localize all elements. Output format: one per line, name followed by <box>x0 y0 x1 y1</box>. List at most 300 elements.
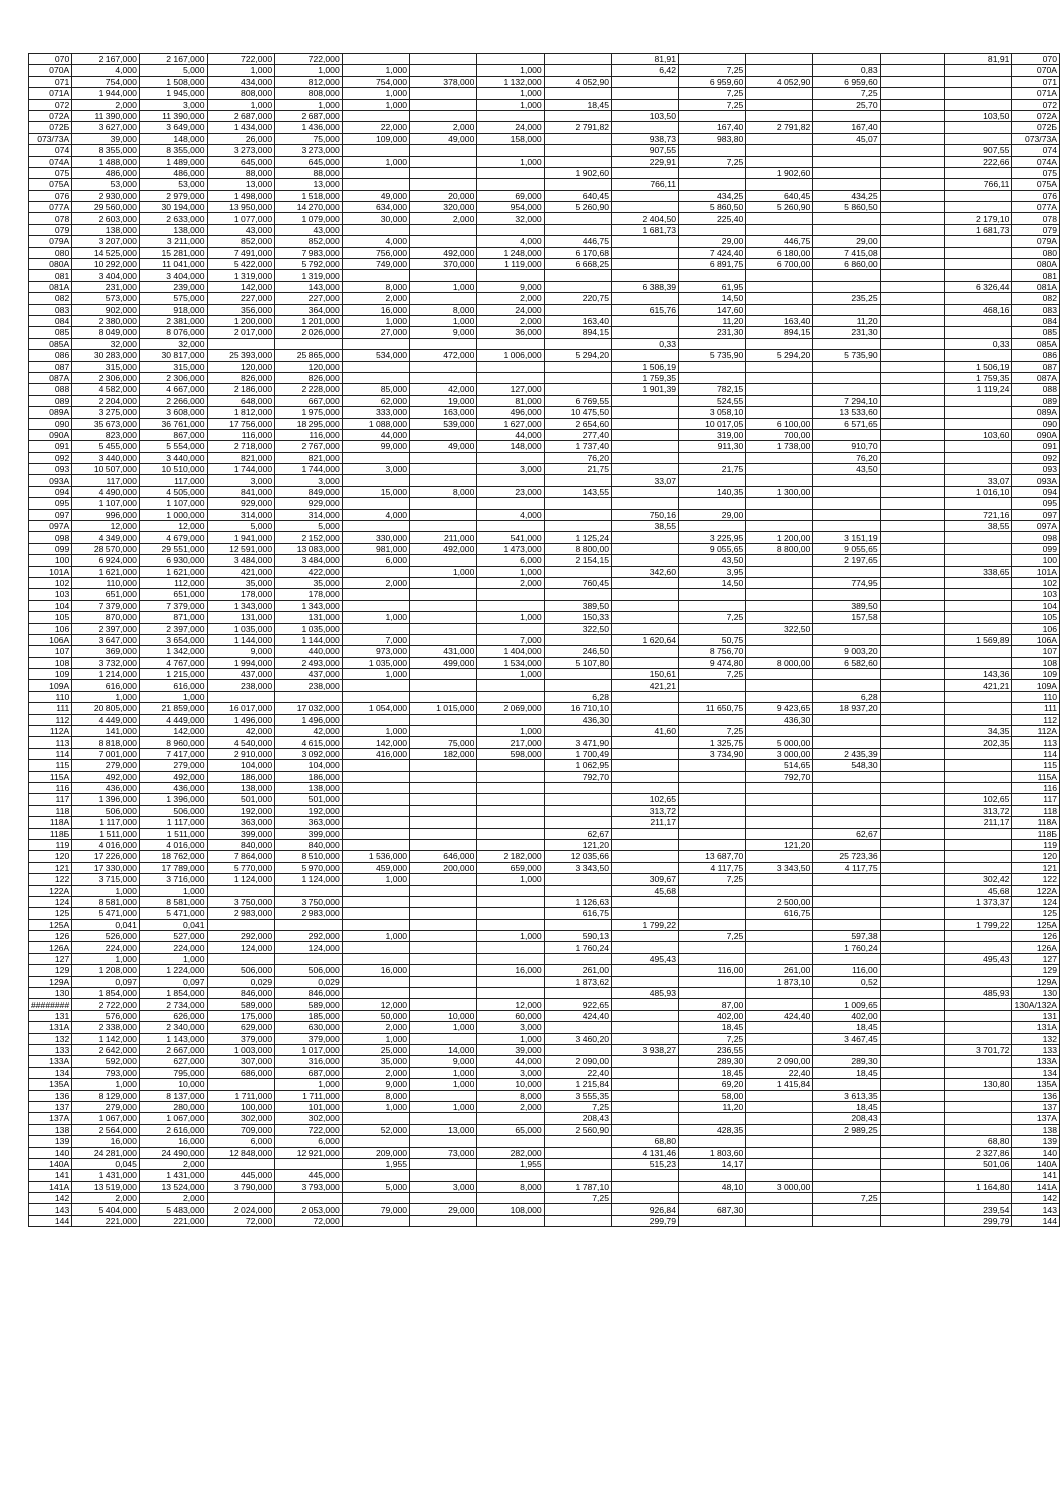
value-cell: 116,000 <box>275 429 343 440</box>
value-cell: 2,000 <box>139 1193 207 1204</box>
value-cell: 616,75 <box>544 908 611 919</box>
value-cell <box>746 953 813 964</box>
value-cell: 1,000 <box>72 953 140 964</box>
value-cell <box>746 1136 813 1147</box>
table-row <box>29 167 1060 178</box>
value-cell: 2 228,000 <box>275 384 343 395</box>
value-cell: 11 650,75 <box>679 703 746 714</box>
value-cell: 1 873,10 <box>746 976 813 987</box>
value-cell: 10,000 <box>477 1079 544 1090</box>
value-cell: 756,000 <box>342 247 409 258</box>
value-cell: 5 860,50 <box>679 202 746 213</box>
value-cell <box>679 623 746 634</box>
value-cell <box>813 1158 880 1169</box>
value-cell: 1 067,000 <box>72 1113 140 1124</box>
row-code: 106 <box>29 623 72 634</box>
row-code-end: 097 <box>1012 509 1060 520</box>
value-cell: 1 396,000 <box>72 794 140 805</box>
value-cell: 14 270,000 <box>275 202 343 213</box>
value-cell <box>477 817 544 828</box>
blank-cell <box>880 145 945 156</box>
value-cell <box>477 783 544 794</box>
table-row <box>29 646 1060 657</box>
blank-cell <box>880 1033 945 1044</box>
value-cell: 2,000 <box>477 1101 544 1112</box>
value-cell: 140,35 <box>679 486 746 497</box>
value-cell <box>477 896 544 907</box>
value-cell: 102,65 <box>612 794 679 805</box>
value-cell: 50,000 <box>342 1010 409 1021</box>
row-code: 071 <box>29 76 72 87</box>
value-cell: 279,000 <box>139 760 207 771</box>
value-cell: 3 404,000 <box>72 270 140 281</box>
value-cell <box>544 1158 611 1169</box>
value-cell: 4 449,000 <box>72 714 140 725</box>
value-cell: 4 582,000 <box>72 384 140 395</box>
table-row <box>29 407 1060 418</box>
row-code-end: 118 <box>1012 805 1060 816</box>
value-cell <box>746 1170 813 1181</box>
row-code-end: 105 <box>1012 612 1060 623</box>
value-cell: 2 306,000 <box>72 372 140 383</box>
table-row <box>29 931 1060 942</box>
value-cell: 402,00 <box>813 1010 880 1021</box>
value-cell <box>477 680 544 691</box>
value-cell <box>746 475 813 486</box>
value-cell: 3,95 <box>679 566 746 577</box>
blank-cell <box>880 874 945 885</box>
value-cell: 5 792,000 <box>275 259 343 270</box>
value-cell <box>410 1113 477 1124</box>
value-cell <box>207 338 275 349</box>
value-cell <box>544 885 611 896</box>
value-cell: 11 390,000 <box>72 110 140 121</box>
value-cell: 8 355,000 <box>72 145 140 156</box>
value-cell <box>746 1090 813 1101</box>
blank-cell <box>880 1147 945 1158</box>
row-code-end: 079A <box>1012 236 1060 247</box>
table-row <box>29 304 1060 315</box>
value-cell: 292,000 <box>275 931 343 942</box>
blank-cell <box>880 327 945 338</box>
value-cell <box>945 395 1012 406</box>
blank-cell <box>880 315 945 326</box>
value-cell: 24 490,000 <box>139 1147 207 1158</box>
value-cell: 1 799,22 <box>945 919 1012 930</box>
value-cell <box>544 281 611 292</box>
value-cell: 9 423,65 <box>746 703 813 714</box>
value-cell: 2 791,82 <box>544 122 611 133</box>
row-code: 112 <box>29 714 72 725</box>
value-cell: 926,84 <box>612 1204 679 1215</box>
value-cell <box>477 771 544 782</box>
value-cell: 138,000 <box>207 783 275 794</box>
value-cell: 88,000 <box>207 167 275 178</box>
value-cell: 17 756,000 <box>207 418 275 429</box>
table-row <box>29 293 1060 304</box>
value-cell <box>612 714 679 725</box>
value-cell <box>477 908 544 919</box>
value-cell <box>612 828 679 839</box>
value-cell <box>746 919 813 930</box>
blank-cell <box>880 441 945 452</box>
value-cell: 1 434,000 <box>207 122 275 133</box>
value-cell: 9 055,65 <box>813 543 880 554</box>
value-cell: 1,000 <box>342 156 409 167</box>
value-cell: 754,000 <box>72 76 140 87</box>
value-cell <box>679 145 746 156</box>
value-cell: 1 343,000 <box>275 600 343 611</box>
value-cell: 1,000 <box>477 566 544 577</box>
value-cell: 1 738,00 <box>746 441 813 452</box>
blank-cell <box>880 771 945 782</box>
value-cell <box>544 680 611 691</box>
blank-cell <box>880 224 945 235</box>
value-cell: 9,000 <box>410 327 477 338</box>
value-cell: 640,45 <box>746 190 813 201</box>
value-cell: 7,25 <box>679 1033 746 1044</box>
value-cell <box>679 600 746 611</box>
value-cell <box>207 1079 275 1090</box>
value-cell: 2 053,000 <box>275 1204 343 1215</box>
value-cell <box>612 862 679 873</box>
value-cell: 437,000 <box>275 669 343 680</box>
value-cell: 840,000 <box>275 839 343 850</box>
value-cell <box>342 224 409 235</box>
row-code: ######## <box>29 999 72 1010</box>
value-cell: 25 865,000 <box>275 350 343 361</box>
row-code-end: 108 <box>1012 657 1060 668</box>
row-code-end: 115A <box>1012 771 1060 782</box>
row-code-end: 129A <box>1012 976 1060 987</box>
value-cell <box>410 338 477 349</box>
value-cell: 651,000 <box>72 589 140 600</box>
value-cell: 49,000 <box>342 190 409 201</box>
value-cell: 3 273,000 <box>207 145 275 156</box>
table-row <box>29 350 1060 361</box>
table-row <box>29 475 1060 486</box>
value-cell: 524,55 <box>679 395 746 406</box>
value-cell: 3 343,50 <box>544 862 611 873</box>
value-cell: 10 507,000 <box>72 464 140 475</box>
value-cell: 938,73 <box>612 133 679 144</box>
row-code-end: 119 <box>1012 839 1060 850</box>
value-cell <box>612 441 679 452</box>
value-cell: 2 090,00 <box>746 1056 813 1067</box>
value-cell <box>679 498 746 509</box>
value-cell: 1 062,95 <box>544 760 611 771</box>
value-cell: 13 083,000 <box>275 543 343 554</box>
value-cell: 12 035,66 <box>544 851 611 862</box>
value-cell: 131,000 <box>275 612 343 623</box>
row-code-end: 087 <box>1012 361 1060 372</box>
value-cell: 150,61 <box>612 669 679 680</box>
value-cell: 3 000,00 <box>746 748 813 759</box>
value-cell: 492,000 <box>410 543 477 554</box>
value-cell: 929,000 <box>275 498 343 509</box>
value-cell: 62,67 <box>544 828 611 839</box>
row-code-end: 138 <box>1012 1124 1060 1135</box>
value-cell: 2 718,000 <box>207 441 275 452</box>
value-cell: 5 471,000 <box>139 908 207 919</box>
value-cell: 21,75 <box>679 464 746 475</box>
row-code: 102 <box>29 577 72 588</box>
value-cell <box>746 612 813 623</box>
blank-cell <box>880 475 945 486</box>
value-cell <box>544 874 611 885</box>
value-cell: 1 431,000 <box>139 1170 207 1181</box>
row-code-end: 090A <box>1012 429 1060 440</box>
value-cell <box>612 589 679 600</box>
value-cell <box>813 281 880 292</box>
value-cell: 3 343,50 <box>746 862 813 873</box>
value-cell <box>410 612 477 623</box>
value-cell: 1,000 <box>477 726 544 737</box>
value-cell <box>544 304 611 315</box>
value-cell: 49,000 <box>410 441 477 452</box>
value-cell: 514,65 <box>746 760 813 771</box>
row-code-end: 140A <box>1012 1158 1060 1169</box>
value-cell <box>477 942 544 953</box>
row-code: 078 <box>29 213 72 224</box>
table-row <box>29 817 1060 828</box>
value-cell <box>207 1193 275 1204</box>
value-cell: 922,65 <box>544 999 611 1010</box>
value-cell: 2 186,000 <box>207 384 275 395</box>
value-cell: 389,50 <box>813 600 880 611</box>
value-cell: 795,000 <box>139 1067 207 1078</box>
value-cell: 1 488,000 <box>72 156 140 167</box>
blank-cell <box>880 760 945 771</box>
value-cell: 6,28 <box>544 691 611 702</box>
blank-cell <box>880 748 945 759</box>
value-cell <box>342 1170 409 1181</box>
value-cell <box>477 1215 544 1226</box>
table-row <box>29 213 1060 224</box>
value-cell: 12 848,000 <box>207 1147 275 1158</box>
value-cell: 143,000 <box>275 281 343 292</box>
value-cell <box>679 361 746 372</box>
value-cell <box>612 771 679 782</box>
blank-cell <box>880 577 945 588</box>
value-cell: 630,000 <box>275 1022 343 1033</box>
value-cell <box>679 452 746 463</box>
value-cell <box>410 828 477 839</box>
value-cell <box>813 634 880 645</box>
value-cell: 792,70 <box>544 771 611 782</box>
value-cell <box>477 145 544 156</box>
value-cell: 3 151,19 <box>813 532 880 543</box>
value-cell: 1,000 <box>72 885 140 896</box>
value-cell: 2 404,50 <box>612 213 679 224</box>
value-cell <box>746 156 813 167</box>
value-cell <box>410 65 477 76</box>
value-cell: 211,000 <box>410 532 477 543</box>
value-cell: 363,000 <box>207 817 275 828</box>
value-cell <box>612 190 679 201</box>
value-cell <box>410 1170 477 1181</box>
row-code-end: 114 <box>1012 748 1060 759</box>
value-cell: 18 295,000 <box>275 418 343 429</box>
value-cell: 43,000 <box>275 224 343 235</box>
value-cell <box>410 680 477 691</box>
value-cell: 2 197,65 <box>813 555 880 566</box>
value-cell <box>746 88 813 99</box>
value-cell: 7 417,000 <box>139 748 207 759</box>
blank-cell <box>880 270 945 281</box>
row-code: 080A <box>29 259 72 270</box>
table-row <box>29 589 1060 600</box>
value-cell: 1 511,000 <box>139 828 207 839</box>
row-code-end: 080A <box>1012 259 1060 270</box>
value-cell: 8,000 <box>410 486 477 497</box>
value-cell <box>410 1193 477 1204</box>
value-cell: 1,000 <box>342 874 409 885</box>
row-code-end: 136 <box>1012 1090 1060 1101</box>
value-cell <box>746 634 813 645</box>
value-cell: 211,17 <box>945 817 1012 828</box>
value-cell <box>544 224 611 235</box>
value-cell: 229,91 <box>612 156 679 167</box>
value-cell: 812,000 <box>275 76 343 87</box>
value-cell: 6 582,60 <box>813 657 880 668</box>
value-cell <box>410 145 477 156</box>
value-cell: 501,06 <box>945 1158 1012 1169</box>
value-cell <box>746 224 813 235</box>
value-cell <box>544 634 611 645</box>
value-cell: 424,40 <box>544 1010 611 1021</box>
value-cell: 18 762,000 <box>139 851 207 862</box>
value-cell <box>477 167 544 178</box>
value-cell: 434,25 <box>679 190 746 201</box>
row-code-end: 089A <box>1012 407 1060 418</box>
value-cell: 2 338,000 <box>72 1022 140 1033</box>
value-cell: 1 035,000 <box>275 623 343 634</box>
value-cell <box>612 555 679 566</box>
table-row <box>29 896 1060 907</box>
value-cell: 826,000 <box>207 372 275 383</box>
value-cell: 43,50 <box>679 555 746 566</box>
value-cell <box>612 931 679 942</box>
value-cell: 186,000 <box>275 771 343 782</box>
value-cell: 8,000 <box>342 281 409 292</box>
value-cell <box>813 1170 880 1181</box>
value-cell: 4 052,90 <box>746 76 813 87</box>
row-code-end: 078 <box>1012 213 1060 224</box>
value-cell <box>945 931 1012 942</box>
value-cell: 1 142,000 <box>72 1033 140 1044</box>
value-cell: 3 275,000 <box>72 407 140 418</box>
blank-cell <box>880 498 945 509</box>
value-cell: 1 107,000 <box>72 498 140 509</box>
value-cell: 16,000 <box>477 965 544 976</box>
value-cell: 0,029 <box>207 976 275 987</box>
value-cell: 370,000 <box>410 259 477 270</box>
table-row <box>29 885 1060 896</box>
row-code: 104 <box>29 600 72 611</box>
value-cell: 2 397,000 <box>139 623 207 634</box>
value-cell: 0,33 <box>945 338 1012 349</box>
value-cell <box>275 1158 343 1169</box>
value-cell: 25,000 <box>342 1044 409 1055</box>
value-cell: 7,25 <box>679 726 746 737</box>
value-cell: 178,000 <box>207 589 275 600</box>
value-cell <box>746 1124 813 1135</box>
value-cell <box>477 498 544 509</box>
value-cell: 2 152,000 <box>275 532 343 543</box>
value-cell <box>813 179 880 190</box>
row-code: 115A <box>29 771 72 782</box>
row-code: 143 <box>29 1204 72 1215</box>
value-cell: 4 615,000 <box>275 737 343 748</box>
row-code: 135A <box>29 1079 72 1090</box>
value-cell <box>679 224 746 235</box>
row-code: 142 <box>29 1193 72 1204</box>
value-cell: 16,000 <box>72 1136 140 1147</box>
row-code: 090A <box>29 429 72 440</box>
value-cell <box>612 600 679 611</box>
value-cell: 178,000 <box>275 589 343 600</box>
table-row <box>29 805 1060 816</box>
value-cell: 1 473,000 <box>477 543 544 554</box>
value-cell <box>477 110 544 121</box>
value-cell: 138,000 <box>139 224 207 235</box>
table-row <box>29 372 1060 383</box>
value-cell: 3 938,27 <box>612 1044 679 1055</box>
value-cell <box>410 942 477 953</box>
value-cell: 1 319,000 <box>207 270 275 281</box>
row-code: 072Б <box>29 122 72 133</box>
value-cell: 8 581,000 <box>139 896 207 907</box>
value-cell: 38,55 <box>945 521 1012 532</box>
value-cell <box>746 99 813 110</box>
value-cell: 34,35 <box>945 726 1012 737</box>
table-row <box>29 669 1060 680</box>
row-code: 075 <box>29 167 72 178</box>
value-cell <box>746 589 813 600</box>
value-cell: 12,000 <box>342 999 409 1010</box>
value-cell <box>813 145 880 156</box>
value-cell: 709,000 <box>207 1124 275 1135</box>
value-cell <box>945 452 1012 463</box>
value-cell: 185,000 <box>275 1010 343 1021</box>
value-cell: 2,000 <box>410 122 477 133</box>
table-row <box>29 1136 1060 1147</box>
value-cell <box>945 327 1012 338</box>
value-cell <box>612 99 679 110</box>
value-cell: 11,20 <box>679 315 746 326</box>
value-cell: 3 647,000 <box>72 634 140 645</box>
blank-cell <box>880 122 945 133</box>
value-cell: 1 201,000 <box>275 315 343 326</box>
value-cell <box>612 691 679 702</box>
value-cell <box>477 270 544 281</box>
value-cell <box>477 976 544 987</box>
value-cell <box>342 167 409 178</box>
blank-cell <box>880 156 945 167</box>
blank-cell <box>880 190 945 201</box>
value-cell: 15 281,000 <box>139 247 207 258</box>
value-cell <box>410 691 477 702</box>
value-cell: 130,80 <box>945 1079 1012 1090</box>
value-cell: 3 701,72 <box>945 1044 1012 1055</box>
value-cell: 1 325,75 <box>679 737 746 748</box>
value-cell: 2,000 <box>72 1193 140 1204</box>
row-code-end: 075 <box>1012 167 1060 178</box>
value-cell: 954,000 <box>477 202 544 213</box>
value-cell <box>544 338 611 349</box>
value-cell: 667,000 <box>275 395 343 406</box>
